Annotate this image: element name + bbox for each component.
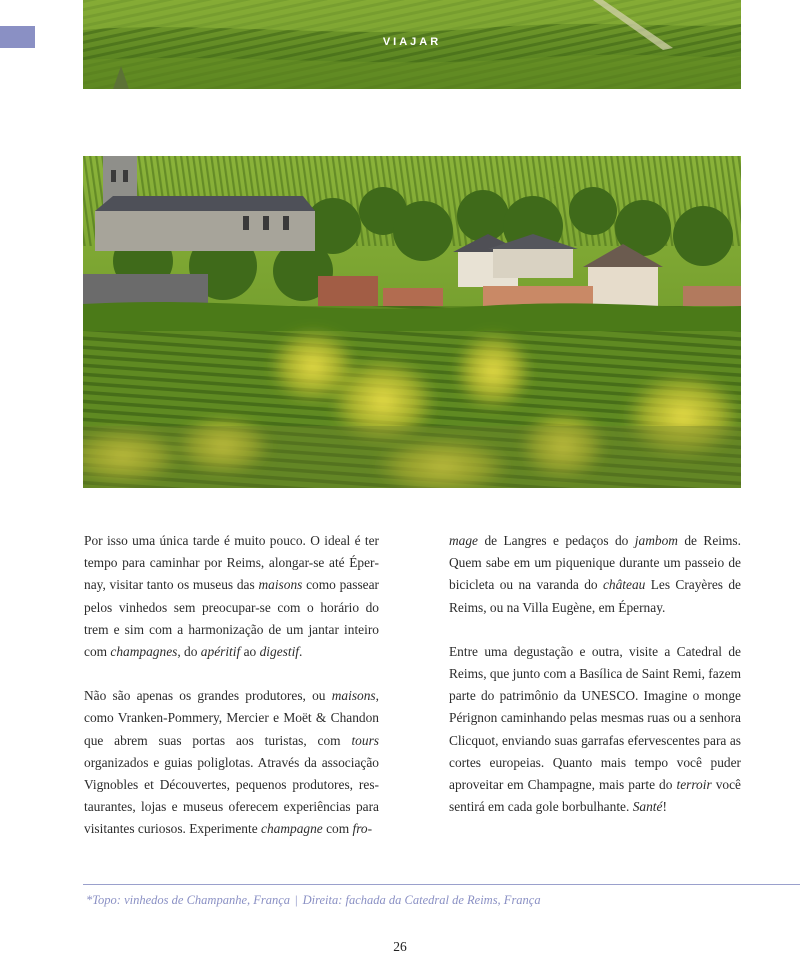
text-run: Não são apenas os grandes produtores, ou xyxy=(84,688,332,704)
paragraph xyxy=(449,641,741,819)
text-run: de Langres e pedaços do xyxy=(478,533,635,548)
text-run: ao xyxy=(240,644,260,660)
italic-text: digestif xyxy=(259,644,300,660)
champagne-village-image xyxy=(83,156,741,488)
text-run: ! xyxy=(662,799,667,815)
section-label: VIAJAR xyxy=(382,36,442,48)
paragraph xyxy=(449,530,741,619)
italic-text: apéritif xyxy=(200,644,241,660)
text-run: . xyxy=(299,644,303,660)
body-column-right xyxy=(449,530,741,818)
italic-text: champagne xyxy=(261,821,323,837)
caption-right: Direita: fachada da Catedral de Reims, França xyxy=(302,893,541,907)
caption-top: *Topo: vinhedos de Champanhe, França xyxy=(86,893,291,907)
caption-divider xyxy=(83,884,800,885)
italic-text: château xyxy=(602,577,646,593)
italic-text: champagnes xyxy=(110,644,178,660)
text-run: você sentirá em cada gole borbulhante. xyxy=(449,777,741,815)
italic-text: jambom xyxy=(634,533,678,548)
body-column-left xyxy=(84,530,379,841)
text-run: , como Vranken-Pommery, Mercier e Moët & Chandon que abrem suas portas aos turistas, com xyxy=(84,688,379,748)
italic-text: Santé xyxy=(632,799,663,815)
text-run: , do xyxy=(177,644,201,660)
text-run: Por isso uma única tarde é muito pouco. O ideal é ter tempo para caminhar por Reims, alongar-se até Épernay, visitar tanto os museus das xyxy=(84,533,379,593)
page-number: 26 xyxy=(393,939,407,954)
text-run: organizados e guias poliglotas. Através da associação Vignobles et Découvertes, pequenos produtores, restaurantes, lojas e museus oferecem experiências para visitantes curiosos. Experimente xyxy=(84,754,379,837)
caption-separator: | xyxy=(295,893,298,907)
photo-caption xyxy=(86,893,541,908)
italic-text: mage xyxy=(449,533,479,548)
paragraph xyxy=(84,685,379,840)
main-village-photo xyxy=(83,156,741,488)
italic-text: terroir xyxy=(676,777,712,793)
italic-text: fro- xyxy=(352,821,373,837)
text-run: de Reims. Quem sabe em um piquenique durante um passeio de bicicleta ou na varanda do xyxy=(449,533,741,593)
paragraph xyxy=(84,530,379,663)
italic-text: maisons xyxy=(258,577,303,593)
section-tab-marker xyxy=(0,26,35,48)
top-vineyard-photo xyxy=(83,0,741,89)
text-run: Entre uma degustação e outra, visite a Catedral de Reims, que junto com a Basílica de Saint Remi, fazem parte do patrimônio da UNESCO. Imagine o monge Pérignon caminhando pelas mesmas ruas ou a senhora Clicquot, enviando suas garrafas efervescentes para as cortes europeias. Quanto mais tempo você puder aproveitar em Champagne, mais parte do xyxy=(449,643,741,793)
text-run: como passear pelos vinhedos sem preocupar-se com o horário do trem e sim com a harmonização de um jantar inteiro com xyxy=(84,577,380,660)
text-run: Les Crayères de Reims, ou na Villa Eugène, em Épernay. xyxy=(449,577,741,615)
italic-text: maisons xyxy=(331,688,376,704)
text-run: com xyxy=(322,821,353,837)
italic-text: tours xyxy=(351,732,379,748)
